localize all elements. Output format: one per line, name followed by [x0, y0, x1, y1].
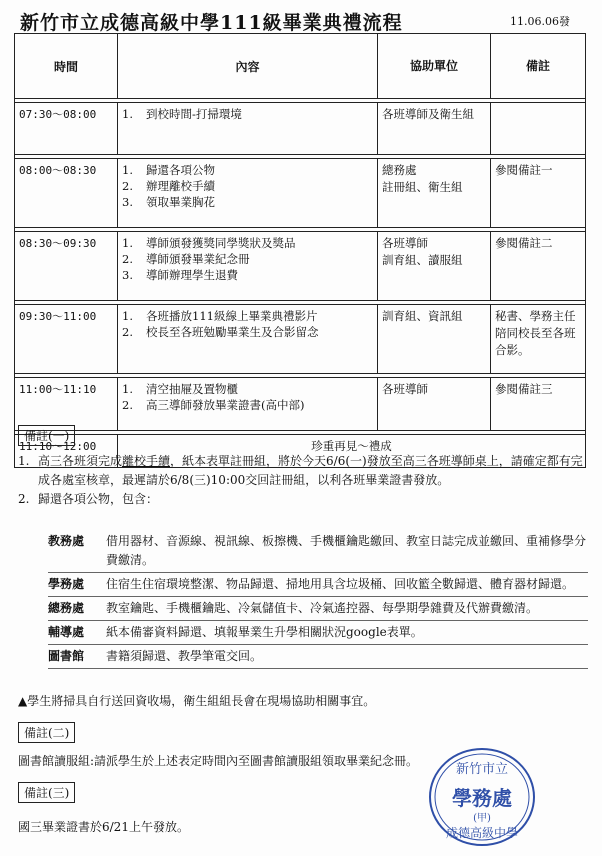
content-item-number: 3. — [122, 268, 133, 282]
content-item-text: 領取畢業胸花 — [146, 195, 215, 209]
category-office: 學務處 — [48, 577, 85, 591]
document-title: 新竹市立成德高級中學111級畢業典禮流程 — [20, 12, 403, 34]
note3-label: 備註(三) — [18, 782, 75, 803]
content-item-text: 歸還各項公物 — [146, 163, 215, 177]
content-items — [122, 381, 373, 413]
content-items — [122, 308, 373, 340]
schedule-table — [14, 33, 586, 468]
note1-footer: ▲學生將掃具自行送回資收場，衛生組組長會在現場協助相關事宜。 — [18, 694, 376, 708]
content-item — [122, 162, 373, 178]
content-item-text: 各班播放111級線上畢業典禮影片 — [146, 309, 318, 323]
content-item — [122, 106, 373, 122]
stamp-bottom-text: 成德高級中學 — [445, 826, 519, 840]
category-office: 總務處 — [48, 601, 85, 615]
content-item — [122, 178, 373, 194]
content-items — [122, 235, 373, 283]
time-cell: 11:10～12:00 — [15, 435, 118, 468]
content-item-text: 導師頒發獲獎同學獎狀及獎品 — [146, 236, 296, 250]
note3-text: 國三畢業證書於6/21上午發放。 — [18, 820, 189, 834]
unit-line: 訓育組、資訊組 — [382, 309, 463, 323]
schedule-row — [15, 159, 586, 228]
category-items: 書籍須歸還、教學筆電交回。 — [106, 649, 263, 663]
schedule-row — [15, 232, 586, 301]
content-cell — [118, 378, 378, 431]
stamp-sub-text: (甲) — [473, 813, 491, 824]
content-item-number: 2. — [122, 252, 133, 266]
time-cell: 09:30～11:00 — [15, 305, 118, 374]
unit-line: 註冊組、衛生組 — [382, 180, 463, 194]
content-item-text: 導師辦理學生退費 — [146, 268, 238, 282]
note1-body — [18, 452, 588, 509]
category-items: 教室鑰匙、手機櫃鑰匙、冷氣儲值卡、冷氣遙控器、每學期學雜費及代辦費繳清。 — [106, 601, 539, 615]
content-item — [122, 267, 373, 283]
unit-cell — [378, 232, 491, 301]
unit-cell — [378, 103, 491, 155]
header-unit: 協助單位 — [378, 34, 491, 99]
category-items: 紙本備審資料歸還、填報畢業生升學相關狀況google表單。 — [106, 625, 423, 639]
category-office: 圖書館 — [48, 649, 85, 663]
note1-item-1-text-a: 高三各班須完成 — [38, 454, 123, 468]
return-category — [48, 645, 588, 669]
note1-label: 備註(一) — [18, 425, 75, 446]
table-header-row — [15, 34, 586, 99]
content-cell — [118, 159, 378, 228]
note-cell: 參閱備註三 — [491, 378, 586, 431]
time-cell: 07:30～08:00 — [15, 103, 118, 155]
leave-procedure-underlined: 離校手續 — [122, 454, 171, 468]
return-category — [48, 621, 588, 645]
content-item-number: 2. — [122, 398, 133, 412]
content-cell — [118, 232, 378, 301]
note1-item-1-text-b: ，紙本表單註冊組，將於今天6/6(一)發放至高三各班導師桌上，請確定都有完成各處室核章，最遲請於6/8(三)10:00交回註冊組，以利各班畢業證書發放。 — [38, 454, 583, 487]
category-items: 住宿生住宿環境整潔、物品歸還、掃地用具含垃圾桶、回收籃全數歸還、體育器材歸還。 — [106, 577, 575, 591]
stamp-top-text: 新竹市立 — [455, 762, 509, 777]
note1-item-1 — [18, 452, 588, 490]
schedule-row — [15, 103, 586, 155]
content-item-text: 高三導師發放畢業證書(高中部) — [146, 398, 305, 412]
category-office: 輔導處 — [48, 625, 85, 639]
office-seal-stamp — [426, 745, 538, 849]
content-items — [122, 106, 373, 122]
content-item-number: 1. — [122, 107, 133, 121]
content-item-number: 1. — [122, 163, 133, 177]
content-cell — [118, 103, 378, 155]
content-item — [122, 308, 373, 324]
content-item-text: 校長至各班勉勵畢業生及合影留念 — [146, 325, 319, 339]
note1-item-1-text — [38, 452, 588, 490]
issue-date: 11.06.06發 — [510, 15, 570, 28]
category-items: 借用器材、音源線、視訊線、板擦機、手機櫃鑰匙繳回、教室日誌完成並繳回、重補修學分費繳清。 — [106, 534, 587, 567]
content-item-number: 1. — [122, 382, 133, 396]
content-item — [122, 381, 373, 397]
content-items — [122, 162, 373, 210]
note-cell: 參閱備註二 — [491, 232, 586, 301]
note1-item-2-text: 歸還各項公物，包含： — [38, 492, 159, 506]
content-item-number: 1. — [122, 309, 133, 323]
note1-item-1-number: 1. — [18, 454, 30, 468]
content-item-text: 辦理離校手續 — [146, 179, 215, 193]
content-item-number: 2. — [122, 325, 133, 339]
content-item-number: 3. — [122, 195, 133, 209]
unit-cell — [378, 305, 491, 374]
time-cell: 08:30～09:30 — [15, 232, 118, 301]
content-item-text: 清空抽屜及置物櫃 — [146, 382, 238, 396]
return-category — [48, 597, 588, 621]
content-item-text: 導師頒發畢業紀念冊 — [146, 252, 250, 266]
category-office: 教務處 — [48, 534, 85, 548]
content-cell — [118, 305, 378, 374]
unit-line: 各班導師及衛生組 — [382, 107, 474, 121]
unit-cell — [378, 378, 491, 431]
return-category — [48, 573, 588, 597]
note2-text: 圖書館讀服組:請派學生於上述表定時間內至圖書館讀服組領取畢業紀念冊。 — [18, 754, 419, 768]
note1-item-2-number: 2. — [18, 492, 30, 506]
schedule-row — [15, 378, 586, 431]
stamp-main-text: 學務處 — [452, 786, 512, 810]
content-item — [122, 324, 373, 340]
note-cell: 參閱備註一 — [491, 159, 586, 228]
content-item — [122, 194, 373, 210]
schedule-row — [15, 305, 586, 374]
note-cell: 秘書、學務主任陪同校長至各班合影。 — [491, 305, 586, 374]
unit-line: 總務處 — [382, 163, 417, 177]
content-item — [122, 397, 373, 413]
time-cell: 11:00～11:10 — [15, 378, 118, 431]
content-item-text: 到校時間-打掃環境 — [146, 107, 242, 121]
content-item-number: 1. — [122, 236, 133, 250]
return-category — [48, 530, 588, 573]
return-items-list — [48, 530, 588, 669]
note1-item-2 — [18, 490, 588, 509]
unit-cell — [378, 159, 491, 228]
header-note: 備註 — [491, 34, 586, 99]
content-item-number: 2. — [122, 179, 133, 193]
content-item — [122, 251, 373, 267]
note-cell — [491, 103, 586, 155]
time-cell: 08:00～08:30 — [15, 159, 118, 228]
content-item — [122, 235, 373, 251]
unit-line: 各班導師 — [382, 236, 428, 250]
header-time: 時間 — [15, 34, 118, 99]
unit-line: 各班導師 — [382, 382, 428, 396]
closing-text: 珍重再見～禮成 — [311, 439, 392, 453]
unit-line: 訓育組、讀服組 — [382, 253, 463, 267]
header-content: 內容 — [118, 34, 378, 99]
note2-label: 備註(二) — [18, 722, 75, 743]
